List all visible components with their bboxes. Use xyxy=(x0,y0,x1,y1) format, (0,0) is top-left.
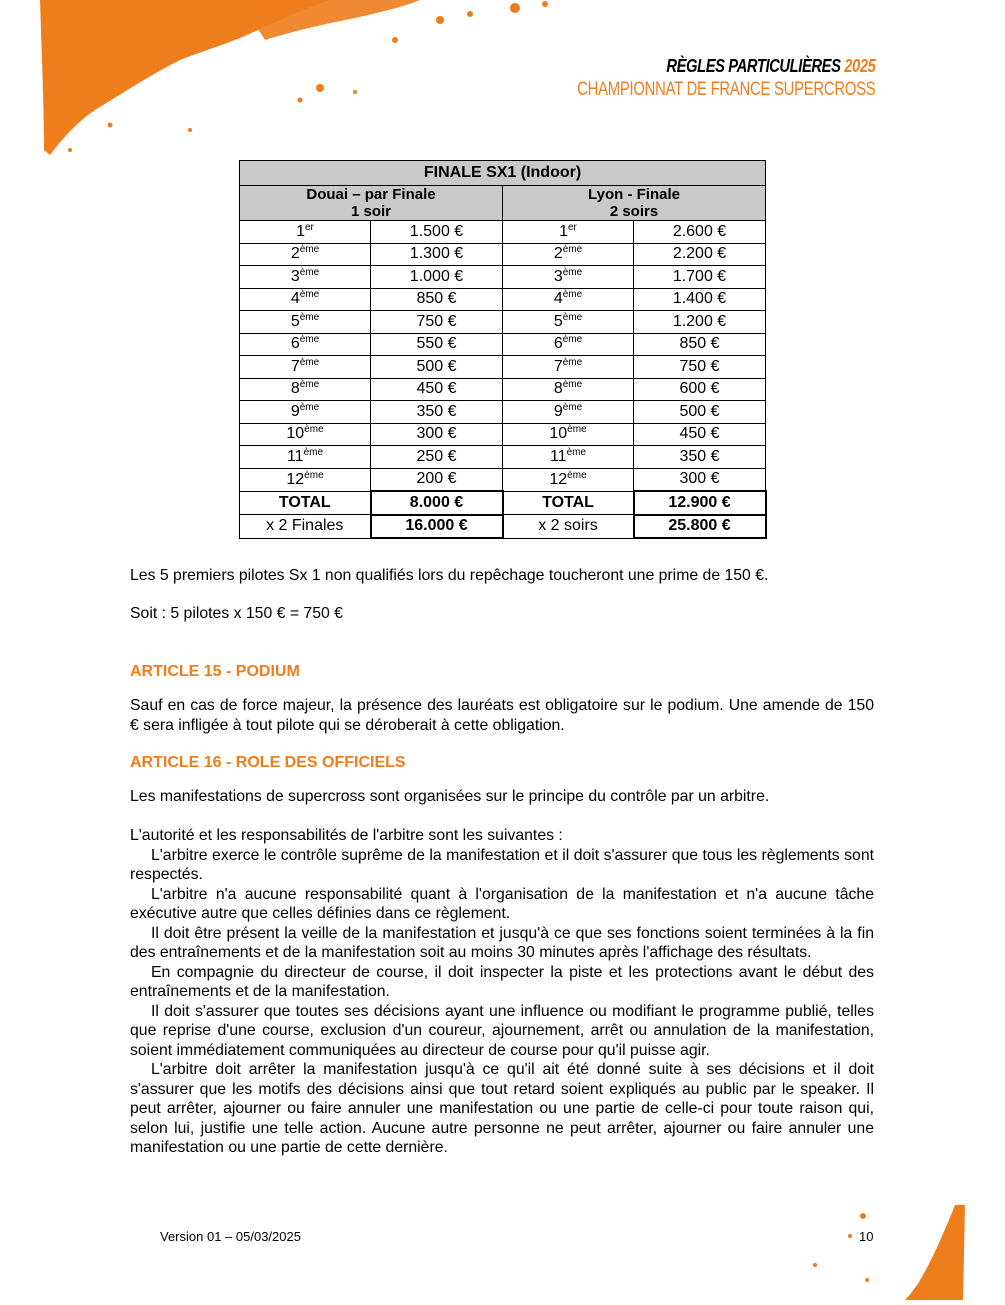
lyon-amount: 600 € xyxy=(634,378,766,401)
table-row xyxy=(240,468,766,491)
douai-amount: 450 € xyxy=(371,378,503,401)
lyon-amount: 2.600 € xyxy=(634,221,766,244)
lyon-rank: 6ème xyxy=(503,333,634,356)
lyon-rank: 12ème xyxy=(503,468,634,491)
lyon-amount: 300 € xyxy=(634,468,766,491)
lyon-rank: 7ème xyxy=(503,356,634,379)
table-row xyxy=(240,288,766,311)
lyon-amount: 2.200 € xyxy=(634,243,766,266)
lyon-amount: 850 € xyxy=(634,333,766,356)
article-16-intro: Les manifestations de supercross sont organisées sur le principe du contrôle par un arbitre. xyxy=(130,788,770,805)
table-row xyxy=(240,221,766,244)
table-row xyxy=(240,266,766,289)
douai-amount: 350 € xyxy=(371,401,503,424)
lyon-total-label: TOTAL xyxy=(503,491,634,515)
prime-paragraph: Les 5 premiers pilotes Sx 1 non qualifiés lors du repêchage toucheront une prime de 150 €. xyxy=(130,567,769,584)
brush-stroke-bottom-decoration xyxy=(895,1195,1005,1305)
douai-rank: 2ème xyxy=(240,243,371,266)
article-16-body xyxy=(130,826,874,1158)
lyon-rank: 9ème xyxy=(503,401,634,424)
header-title xyxy=(561,56,875,77)
table-row xyxy=(240,333,766,356)
lyon-total-value: 12.900 € xyxy=(634,491,766,515)
douai-header-line1: Douai – par Finale xyxy=(306,186,436,203)
douai-rank: 7ème xyxy=(240,356,371,379)
article-16-paragraph: Il doit s'assurer que toutes ses décisions ayant une influence ou modifiant le programme publié, telles que reprise d'une course, exclusion d'un coureur, ajournement, arrêt ou annulation de la manifestation, soient immédiatement communiquées au directeur de course pour qu'il puisse agir. xyxy=(130,1002,874,1059)
lyon-multiplier-value: 25.800 € xyxy=(634,515,766,539)
lyon-multiplier-label: x 2 soirs xyxy=(503,515,634,539)
douai-amount: 750 € xyxy=(371,311,503,334)
brush-dots-decoration xyxy=(805,1210,885,1300)
douai-header xyxy=(240,186,503,221)
douai-multiplier-value: 16.000 € xyxy=(371,515,503,539)
lyon-amount: 1.400 € xyxy=(634,288,766,311)
table-title: FINALE SX1 (Indoor) xyxy=(240,161,766,186)
douai-rank: 8ème xyxy=(240,378,371,401)
article-16-lead: L'autorité et les responsabilités de l'arbitre sont les suivantes : xyxy=(130,827,563,844)
table-multiplier-row xyxy=(240,515,766,539)
table-row xyxy=(240,423,766,446)
header-subtitle: CHAMPIONNAT DE FRANCE SUPERCROSS xyxy=(576,79,875,100)
lyon-amount: 350 € xyxy=(634,446,766,469)
article-16-paragraph: L'arbitre exerce le contrôle suprême de la manifestation et il doit s'assurer que tous les règlements sont respectés. xyxy=(130,846,874,883)
lyon-header-line1: Lyon - Finale xyxy=(588,186,680,203)
table-row xyxy=(240,311,766,334)
lyon-rank: 8ème xyxy=(503,378,634,401)
lyon-rank: 11ème xyxy=(503,446,634,469)
table-total-row xyxy=(240,491,766,515)
article-16-paragraph: Il doit être présent la veille de la manifestation et jusqu'à ce que ses fonctions soient terminées à la fin des entraînements et de la manifestation soit au moins 30 minutes après l'affichage des résultats. xyxy=(130,924,874,961)
douai-rank: 5ème xyxy=(240,311,371,334)
lyon-amount: 750 € xyxy=(634,356,766,379)
douai-rank: 3ème xyxy=(240,266,371,289)
douai-total-label: TOTAL xyxy=(240,491,371,515)
header-title-text: RÈGLES PARTICULIÈRES xyxy=(665,56,841,76)
douai-rank: 4ème xyxy=(240,288,371,311)
douai-rank: 1er xyxy=(240,221,371,244)
douai-rank: 11ème xyxy=(240,446,371,469)
lyon-rank: 1er xyxy=(503,221,634,244)
article-16-paragraph: L'arbitre n'a aucune responsabilité quant à l'organisation de la manifestation et n'a aucune tâche exécutive autre que celles définies dans ce règlement. xyxy=(130,885,874,922)
article-16-heading: ARTICLE 16 - ROLE DES OFFICIELS xyxy=(130,754,406,771)
douai-amount: 550 € xyxy=(371,333,503,356)
table-row xyxy=(240,243,766,266)
lyon-amount: 500 € xyxy=(634,401,766,424)
douai-amount: 1.000 € xyxy=(371,266,503,289)
douai-amount: 250 € xyxy=(371,446,503,469)
lyon-header-line2: 2 soirs xyxy=(609,203,659,220)
douai-amount: 300 € xyxy=(371,423,503,446)
lyon-rank: 5ème xyxy=(503,311,634,334)
lyon-amount: 1.700 € xyxy=(634,266,766,289)
douai-rank: 10ème xyxy=(240,423,371,446)
table-row xyxy=(240,356,766,379)
lyon-rank: 10ème xyxy=(503,423,634,446)
page-number: 10 xyxy=(859,1229,874,1244)
brush-stroke-top-decoration xyxy=(0,0,570,170)
lyon-header xyxy=(503,186,766,221)
douai-rank: 6ème xyxy=(240,333,371,356)
header-year: 2025 xyxy=(843,56,875,76)
document-header xyxy=(493,56,875,101)
douai-amount: 500 € xyxy=(371,356,503,379)
douai-header-line2: 1 soir xyxy=(350,203,392,220)
douai-amount: 200 € xyxy=(371,468,503,491)
lyon-amount: 450 € xyxy=(634,423,766,446)
lyon-rank: 4ème xyxy=(503,288,634,311)
article-15-heading: ARTICLE 15 - PODIUM xyxy=(130,663,300,680)
table-row xyxy=(240,401,766,424)
table-row xyxy=(240,378,766,401)
douai-amount: 1.500 € xyxy=(371,221,503,244)
douai-total-value: 8.000 € xyxy=(371,491,503,515)
calculation-paragraph: Soit : 5 pilotes x 150 € = 750 € xyxy=(130,605,343,622)
lyon-rank: 2ème xyxy=(503,243,634,266)
douai-multiplier-label: x 2 Finales xyxy=(240,515,371,539)
article-15-text: Sauf en cas de force majeur, la présence des lauréats est obligatoire sur le podium. Une amende de 150 € sera infligée à tout pilote qui se déroberait à cette obligation. xyxy=(130,697,874,734)
article-16-paragraph: En compagnie du directeur de course, il doit inspecter la piste et les protections avant le début des entraînements et de la manifestation. xyxy=(130,963,874,1000)
article-16-paragraph: L'arbitre doit arrêter la manifestation jusqu'à ce qu'il ait été donné suite à ses décisions et il doit s'assurer que les motifs des décisions ainsi que tout retard soient expliqués au public par le speaker. Il peut arrêter, ajourner ou faire annuler une manifestation ou une partie de celle-ci pour toute raison qui, selon lui, justifie une telle action. Aucune autre personne ne peut arrêter, ajourner ou faire annuler une manifestation ou une partie de cette dernière. xyxy=(130,1061,874,1156)
lyon-rank: 3ème xyxy=(503,266,634,289)
douai-amount: 1.300 € xyxy=(371,243,503,266)
douai-rank: 12ème xyxy=(240,468,371,491)
lyon-amount: 1.200 € xyxy=(634,311,766,334)
prize-table xyxy=(239,160,767,539)
prize-table-body xyxy=(240,221,766,539)
footer-version: Version 01 – 05/03/2025 xyxy=(160,1229,301,1244)
douai-rank: 9ème xyxy=(240,401,371,424)
table-row xyxy=(240,446,766,469)
douai-amount: 850 € xyxy=(371,288,503,311)
